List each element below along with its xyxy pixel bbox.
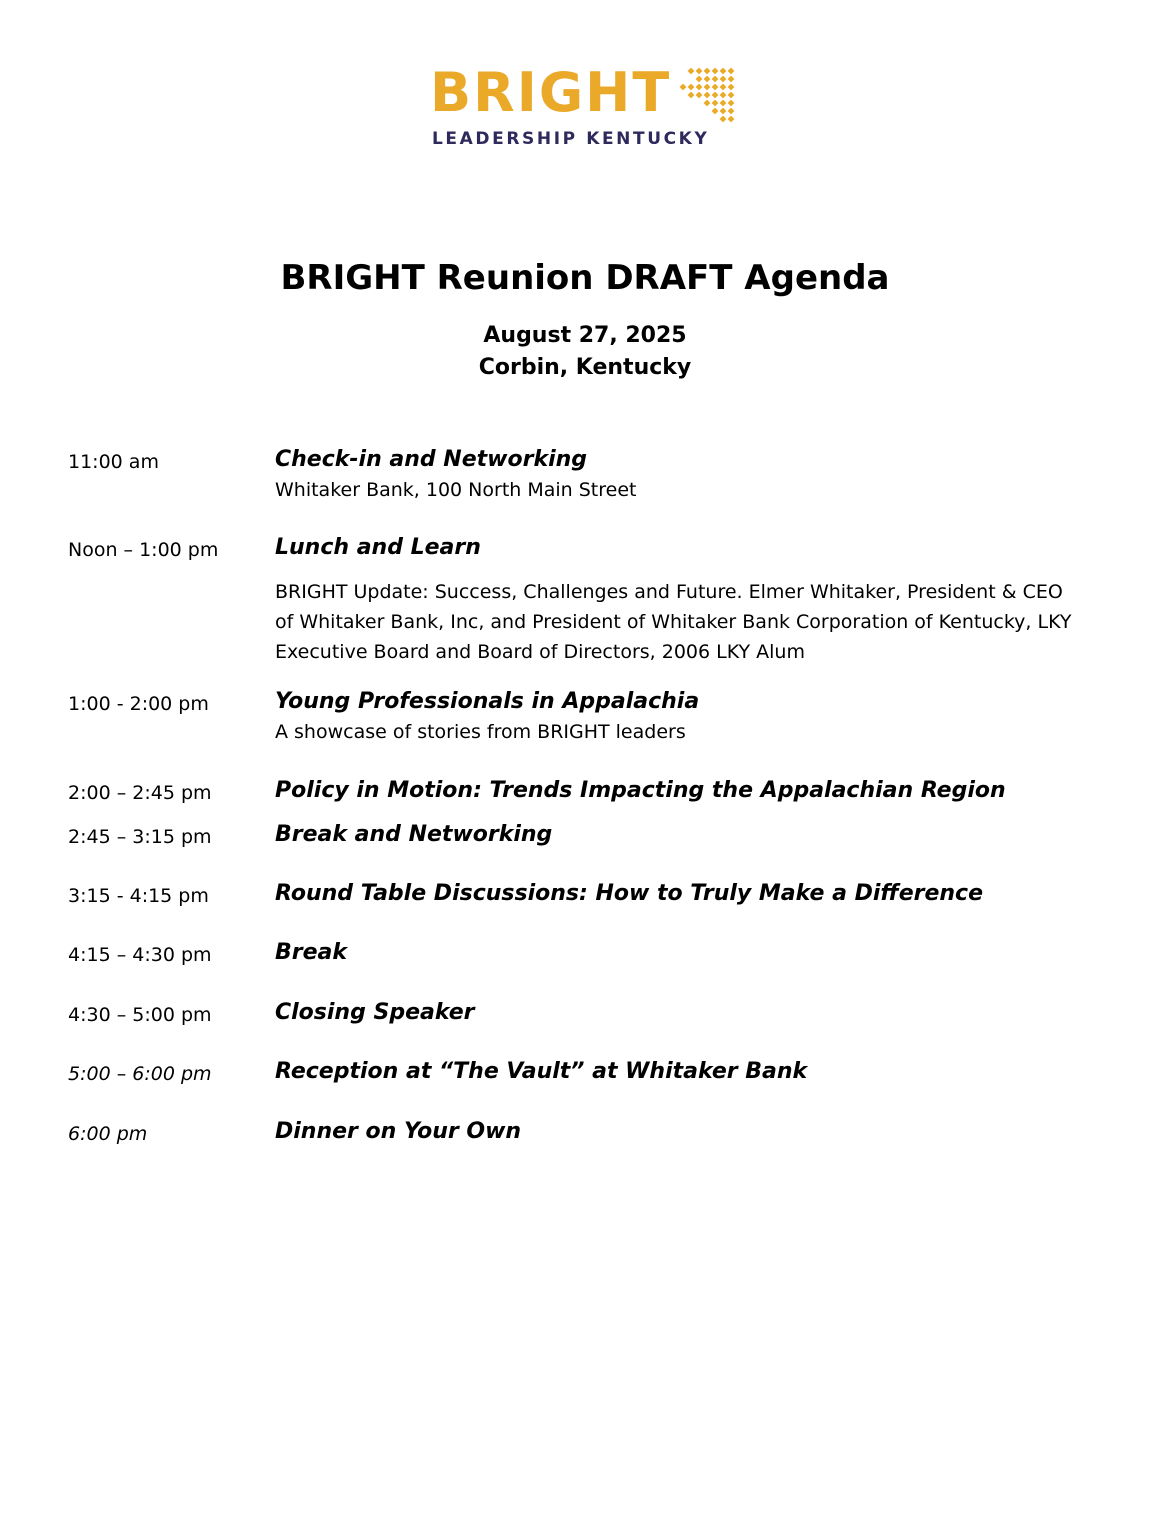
logo-dot xyxy=(704,92,711,99)
logo-dot xyxy=(704,84,711,91)
agenda-time: 6:00 pm xyxy=(68,1123,148,1145)
logo-dot xyxy=(696,84,703,91)
agenda-session xyxy=(275,445,1075,505)
logo-dot xyxy=(712,68,719,75)
logo-dot xyxy=(720,92,727,99)
logo-dot xyxy=(720,68,727,75)
logo-dot xyxy=(688,92,695,99)
agenda-time: 4:30 – 5:00 pm xyxy=(68,1004,212,1026)
agenda-time: 11:00 am xyxy=(68,451,159,473)
logo-dot xyxy=(696,92,703,99)
agenda-time: 3:15 - 4:15 pm xyxy=(68,885,209,907)
logo-dot xyxy=(696,68,703,75)
logo-dot xyxy=(728,68,735,75)
agenda-title: Round Table Discussions: How to Truly Make a Difference xyxy=(275,881,984,906)
logo-dot xyxy=(728,108,735,115)
agenda-session xyxy=(275,1117,1075,1147)
logo-dot xyxy=(680,84,687,91)
agenda-title: Lunch and Learn xyxy=(275,535,481,560)
event-date: August 27, 2025 xyxy=(483,323,687,348)
logo-dot xyxy=(728,84,735,91)
logo-dot xyxy=(720,108,727,115)
event-location: Corbin, Kentucky xyxy=(478,355,692,380)
agenda-session xyxy=(275,998,1075,1028)
logo-dot xyxy=(720,84,727,91)
logo-dot xyxy=(688,84,695,91)
agenda-detail: BRIGHT Update: Success, Challenges and Future. Elmer Whitaker, President & CEO of Whitaker Bank, Inc, and President of Whitaker Bank Corporation of Kentucky, LKY Executive Board and Board of Directors, 2006 LKY Alum xyxy=(275,581,1072,663)
logo-dot xyxy=(712,84,719,91)
agenda-time: 2:45 – 3:15 pm xyxy=(68,826,212,848)
agenda-session xyxy=(275,687,1075,747)
agenda-session xyxy=(275,533,1075,667)
logo-dot xyxy=(728,116,735,123)
agenda-session xyxy=(275,1057,1075,1087)
agenda-title: Reception at “The Vault” at Whitaker Bank xyxy=(275,1059,808,1084)
agenda-time: 4:15 – 4:30 pm xyxy=(68,944,212,966)
logo-dot xyxy=(720,76,727,83)
logo-dot xyxy=(696,76,703,83)
logo-dot xyxy=(704,68,711,75)
agenda-time: Noon – 1:00 pm xyxy=(68,539,219,561)
logo-dot xyxy=(720,100,727,107)
agenda-time: 1:00 - 2:00 pm xyxy=(68,693,209,715)
agenda-session xyxy=(275,938,1075,968)
logo-dot xyxy=(712,108,719,115)
logo-dot xyxy=(712,92,719,99)
agenda-time: 5:00 – 6:00 pm xyxy=(68,1063,212,1085)
agenda-title: Closing Speaker xyxy=(275,1000,475,1025)
agenda-time: 2:00 – 2:45 pm xyxy=(68,782,212,804)
logo-dot xyxy=(712,100,719,107)
agenda-title: Break and Networking xyxy=(275,822,553,847)
agenda-title: Young Professionals in Appalachia xyxy=(275,689,700,714)
logo-dot xyxy=(720,116,727,123)
agenda-title: Break xyxy=(275,940,348,965)
agenda-detail: A showcase of stories from BRIGHT leaders xyxy=(275,721,686,743)
logo-dot xyxy=(728,92,735,99)
logo-dot xyxy=(704,76,711,83)
logo-dot xyxy=(688,68,695,75)
agenda-title: Check-in and Networking xyxy=(275,447,588,472)
logo-dot xyxy=(704,100,711,107)
agenda-session xyxy=(275,776,1075,806)
bright-logo xyxy=(430,62,740,152)
agenda-session xyxy=(275,820,1075,850)
logo-dot xyxy=(728,100,735,107)
diamond-arrow-icon xyxy=(679,67,737,125)
agenda-title: Policy in Motion: Trends Impacting the Appalachian Region xyxy=(275,778,1006,803)
logo-dot xyxy=(712,76,719,83)
logo-dot xyxy=(728,76,735,83)
agenda-title: Dinner on Your Own xyxy=(275,1119,522,1144)
agenda-detail: Whitaker Bank, 100 North Main Street xyxy=(275,479,637,501)
logo-tagline: LEADERSHIP KENTUCKY xyxy=(432,129,710,149)
page-title: BRIGHT Reunion DRAFT Agenda xyxy=(280,258,890,298)
agenda-session xyxy=(275,879,1075,909)
logo-wordmark: BRIGHT xyxy=(430,61,672,124)
